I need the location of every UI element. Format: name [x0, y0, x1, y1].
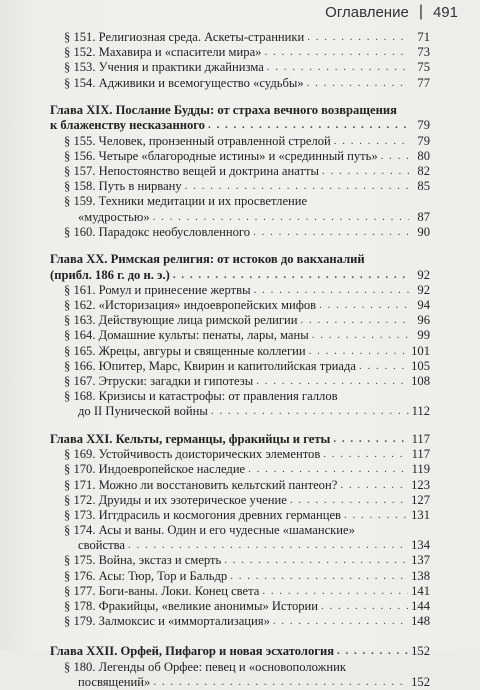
toc-entry-title: до II Пунической войны [78, 404, 208, 419]
toc-section-entry [50, 149, 430, 164]
toc-entry-title: свойства [78, 538, 125, 553]
dot-leader [153, 675, 408, 690]
toc-page-number: 141 [411, 583, 430, 598]
dot-leader [273, 614, 408, 629]
toc-chapter-entry [50, 432, 430, 447]
toc-entry-title: § 180. Легенды об Орфее: певец и «основоположник [64, 659, 346, 674]
toc-page-number: 92 [417, 267, 430, 282]
toc-page-number: 96 [417, 313, 430, 328]
toc-section-entry [50, 584, 430, 599]
dot-leader [322, 164, 409, 179]
dot-leader [253, 225, 409, 240]
dot-leader [309, 344, 408, 359]
running-header [325, 1, 458, 23]
table-of-contents [50, 30, 430, 690]
toc-section-entry [50, 675, 430, 690]
toc-entry-title: § 170. Индоевропейское наследие [64, 462, 246, 477]
toc-page-number: 138 [411, 568, 430, 583]
toc-page-number: 152 [411, 674, 430, 689]
dot-leader [264, 45, 409, 60]
toc-page-number: 101 [411, 343, 430, 358]
toc-section-entry [50, 225, 430, 240]
toc-page-number: 71 [417, 30, 430, 44]
dot-leader [256, 374, 408, 389]
toc-chapter-entry [50, 252, 430, 267]
toc-entry-title: § 177. Боги-ваны. Локи. Конец света [64, 583, 260, 598]
toc-entry-title: § 166. Юпитер, Марс, Квирин и капитолийская триада [64, 358, 357, 373]
dot-leader [344, 508, 408, 523]
dot-leader [254, 283, 409, 298]
toc-section-entry [50, 660, 430, 675]
toc-page-number: 87 [417, 209, 430, 224]
toc-section-entry [50, 210, 430, 225]
toc-entry-title: § 156. Четыре «благородные истины» и «срединный путь» [64, 148, 378, 163]
toc-page-number: 99 [417, 328, 430, 343]
toc-page-number: 117 [411, 432, 430, 446]
toc-page-number: 117 [411, 447, 430, 462]
toc-page-number: 90 [417, 224, 430, 239]
toc-section-entry [50, 478, 430, 493]
toc-entry-title: Глава XIX. Послание Будды: от страха вечного возвращения [50, 103, 397, 118]
dot-leader [208, 118, 409, 133]
toc-page-number: 152 [411, 644, 430, 659]
toc-page-number: 131 [411, 507, 430, 522]
toc-section-entry [50, 45, 430, 60]
toc-section-entry [50, 599, 430, 614]
dot-leader [321, 599, 408, 614]
toc-entry-title: § 151. Религиозная среда. Аскеты-странники [64, 30, 305, 44]
toc-entry-title: § 164. Домашние культы: пенаты, лары, маны [64, 328, 309, 343]
toc-page-number: 127 [411, 492, 430, 507]
toc-page-number: 108 [411, 373, 430, 388]
toc-page-number: 77 [417, 75, 430, 90]
dot-leader [262, 584, 408, 599]
dot-leader [211, 404, 409, 419]
dot-leader [307, 30, 409, 45]
toc-entry-title: § 176. Асы: Тюр, Тор и Бальдр [64, 568, 228, 583]
dot-leader [185, 179, 409, 194]
dot-leader [334, 134, 409, 149]
toc-entry-title: Глава XXII. Орфей, Пифагор и новая эсхатология [50, 644, 335, 659]
dot-leader [173, 268, 409, 283]
toc-entry-title: § 174. Асы и ваны. Один и его чудесные «шаманские» [64, 523, 355, 538]
toc-entry-title: § 169. Устойчивость доисторических элементов [64, 447, 321, 462]
toc-entry-title: § 153. Учения и практики джайнизма [64, 60, 264, 75]
toc-section-entry [50, 283, 430, 298]
toc-entry-title: § 161. Ромул и принесение жертвы [64, 282, 251, 297]
toc-page-number: 85 [417, 179, 430, 194]
toc-section-entry [50, 389, 430, 404]
toc-page-number: 112 [411, 404, 430, 419]
dot-leader [340, 478, 408, 493]
toc-page-number: 148 [411, 614, 430, 629]
toc-entry-title: Глава XX. Римская религия: от истоков до вакханалий [50, 252, 365, 267]
toc-page-number: 105 [411, 358, 430, 373]
toc-page-number: 79 [417, 133, 430, 148]
dot-leader [301, 313, 409, 328]
toc-page-number: 82 [417, 164, 430, 178]
toc-page-number: 144 [411, 599, 430, 614]
toc-entry-title: § 168. Кризисы и катастрофы: от правления галлов [64, 389, 338, 404]
toc-section-entry [50, 508, 430, 523]
toc-entry-title: § 163. Действующие лица римской религии [64, 313, 298, 328]
section-spacer [50, 420, 430, 433]
toc-chapter-entry [50, 103, 430, 118]
toc-entry-title: § 154. Адживики и всемогущество «судьбы» [64, 75, 304, 90]
toc-page-number: 123 [411, 477, 430, 492]
toc-entry-title: § 167. Этруски: загадки и гипотезы [64, 373, 254, 388]
toc-page-number: 92 [417, 282, 430, 297]
dot-leader [319, 298, 409, 313]
toc-section-entry [50, 374, 430, 389]
toc-page-number: 134 [411, 538, 430, 553]
toc-entry-title: § 173. Иггдрасиль и космогония древних германцев [64, 507, 341, 522]
dot-leader [307, 76, 409, 91]
toc-section-entry [50, 164, 430, 179]
toc-entry-title: § 158. Путь в нирвану [64, 179, 182, 194]
toc-section-entry [50, 554, 430, 569]
toc-page-number: 73 [417, 45, 430, 60]
toc-chapter-entry [50, 118, 430, 133]
toc-section-entry [50, 194, 430, 209]
toc-page-number: 137 [411, 553, 430, 568]
toc-entry-title: к блаженству несказанного [50, 118, 205, 133]
dot-leader [359, 359, 408, 374]
toc-page-number: 94 [417, 298, 430, 312]
toc-page-number: 80 [417, 148, 430, 163]
toc-section-entry [50, 344, 430, 359]
dot-leader [290, 493, 408, 508]
toc-section-entry [50, 538, 430, 553]
toc-section-entry [50, 76, 430, 91]
toc-page-number: 119 [411, 462, 430, 477]
dot-leader [333, 432, 408, 447]
toc-chapter-entry [50, 644, 430, 659]
toc-chapter-entry [50, 268, 430, 283]
page-number: 491 [432, 3, 458, 21]
toc-entry-title: «мудростью» [78, 209, 150, 224]
toc-section-entry [50, 404, 430, 419]
toc-section-entry [50, 30, 430, 45]
dot-leader [337, 644, 408, 659]
toc-entry-title: § 159. Техники медитации и их просветление [64, 194, 308, 209]
dot-leader [267, 60, 409, 75]
toc-entry-title: § 178. Фракийцы, «великие анонимы» Истории [64, 599, 319, 614]
dot-leader [248, 462, 408, 477]
toc-section-entry [50, 60, 430, 75]
toc-entry-title: § 165. Жрецы, авгуры и священные коллегии [64, 343, 306, 358]
dot-leader [153, 210, 409, 225]
toc-entry-title: § 179. Залмоксис и «иммортализация» [64, 614, 270, 629]
running-header-title: Оглавление [325, 3, 409, 21]
header-separator: | [418, 3, 423, 20]
toc-section-entry [50, 298, 430, 313]
section-spacer [50, 240, 430, 253]
dot-leader [224, 554, 408, 569]
toc-section-entry [50, 179, 430, 194]
toc-section-entry [50, 359, 430, 374]
toc-section-entry [50, 462, 430, 477]
toc-entry-title: посвящений» [78, 674, 151, 689]
dot-leader [381, 149, 409, 164]
section-spacer [50, 91, 430, 104]
section-spacer [50, 629, 430, 644]
toc-section-entry [50, 328, 430, 343]
toc-entry-title: § 155. Человек, пронзенный отравленной стрелой [64, 133, 331, 148]
toc-section-entry [50, 569, 430, 584]
toc-page-number: 75 [417, 60, 430, 75]
toc-entry-title: § 172. Друиды и их эзотерическое учение [64, 492, 287, 507]
dot-leader [323, 447, 408, 462]
toc-entry-title: § 175. Война, экстаз и смерть [64, 553, 222, 568]
toc-entry-title: § 157. Непостоянство вещей и доктрина анатты [64, 164, 319, 178]
toc-entry-title: (прибл. 186 г. до н. э.) [50, 267, 170, 282]
dot-leader [128, 538, 408, 553]
toc-page-number: 79 [417, 118, 430, 133]
toc-entry-title: § 162. «Историзация» индоевропейских мифов [64, 298, 317, 312]
toc-section-entry [50, 523, 430, 538]
toc-section-entry [50, 614, 430, 629]
toc-entry-title: § 160. Парадокс необусловленного [64, 224, 251, 239]
toc-section-entry [50, 447, 430, 462]
dot-leader [230, 569, 408, 584]
toc-section-entry [50, 493, 430, 508]
toc-entry-title: § 171. Можно ли восстановить кельтский пантеон? [64, 477, 338, 492]
toc-entry-title: § 152. Махавира и «спасители мира» [64, 45, 262, 60]
toc-section-entry [50, 313, 430, 328]
toc-section-entry [50, 134, 430, 149]
dot-leader [312, 328, 409, 343]
toc-entry-title: Глава XXI. Кельты, германцы, фракийцы и геты [50, 432, 331, 446]
